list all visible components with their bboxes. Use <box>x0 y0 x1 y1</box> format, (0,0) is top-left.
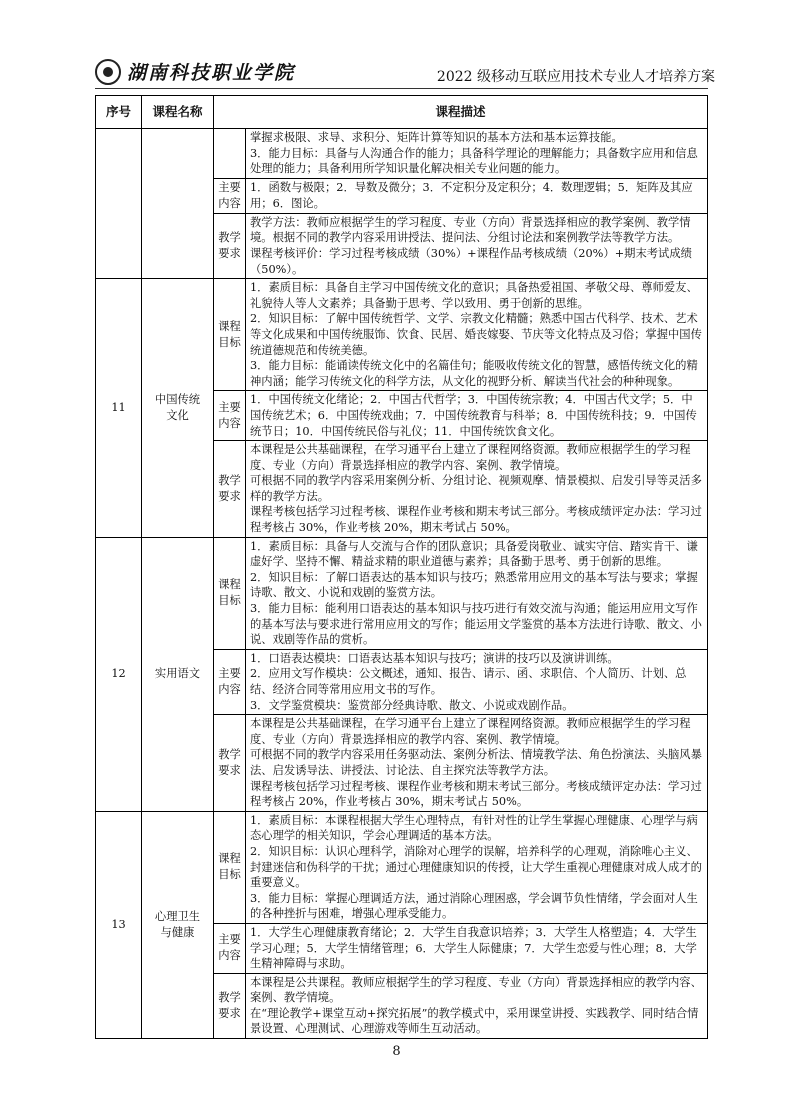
row-type-cell <box>214 537 246 649</box>
row-type-cell <box>214 715 246 812</box>
course-name <box>142 811 214 1038</box>
desc-line: 课程考核评价：学习过程考核成绩（30%）+课程作品考核成绩（20%）+期末考试成绩（50%）。 <box>250 246 692 276</box>
desc-line: 本课程是公共基础课程，在学习通平台上建立了课程网络资源。教师应根据学生的学习程度、专业（方向）背景选择相应的教学内容、案例、教学情境。 <box>250 443 691 472</box>
desc-line: 1．大学生心理健康教育绪论；2．大学生自我意识培养；3．大学生人格塑造；4．大学生学习心理；5．大学生情绪管理；6．大学生人际健康；7．大学生恋爱与性心理；8．大学生精神障碍与求助。 <box>250 925 697 971</box>
course-target-desc <box>246 129 708 179</box>
desc-line: 3．文学鉴赏模块：鉴赏部分经典诗歌、散文、小说或戏剧作品。 <box>250 698 574 712</box>
course-teaching-desc <box>246 973 708 1038</box>
course-teaching-desc <box>246 441 708 538</box>
row-type-cell <box>214 923 246 973</box>
row-name-cell <box>142 129 214 279</box>
type-label: 课程目标 <box>218 852 241 882</box>
course-content-desc <box>246 923 708 973</box>
type-label: 课程目标 <box>218 578 241 608</box>
type-label: 课程目标 <box>218 319 241 349</box>
desc-line: 2．知识目标：认识心理科学，消除对心理学的误解，培养科学的心理观，消除唯心主义、封建迷信和伪科学的干扰；通过心理健康知识的传授，让大学生重视心理健康对成人成才的重要意义。 <box>250 844 702 890</box>
course-name <box>142 279 214 538</box>
page-number: 8 <box>392 1044 401 1059</box>
course-name <box>142 537 214 811</box>
desc-line: 可根据不同的教学内容采用案例分析、分组讨论、视频观摩、情景模拟、启发引导等灵活多样的教学方法。 <box>250 474 702 503</box>
row-type-cell <box>214 811 246 923</box>
desc-line: 本课程是公共基础课程，在学习通平台上建立了课程网络资源。教师应根据学生的学习程度、专业（方向）背景选择相应的教学内容、案例、教学情境。 <box>250 717 691 746</box>
course-name-text: 实用语文 <box>154 667 201 681</box>
school-logo <box>95 58 295 85</box>
header-index: 序号 <box>96 96 142 129</box>
row-type-cell <box>214 279 246 391</box>
type-label: 主要内容 <box>218 400 241 430</box>
course-content-desc <box>246 178 708 213</box>
table-row <box>96 811 708 923</box>
type-label: 主要内容 <box>218 667 241 696</box>
desc-line: 可根据不同的教学内容采用任务驱动法、案例分析法、情境教学法、角色扮演法、头脑风暴法、启发诱导法、讲授法、讨论法、自主探究法等教学方法。 <box>250 748 702 777</box>
desc-line: 1．素质目标：具备与人交流与合作的团队意识；具备爱岗敬业、诚实守信、踏实肯干、谦虚好学、坚持不懈、精益求精的职业道德与素养；具备勤于思考、勇于创新的思维。 <box>250 539 698 569</box>
row-index-cell <box>96 129 142 279</box>
header-course-name: 课程名称 <box>142 96 214 129</box>
course-index: 11 <box>96 279 142 538</box>
table-row <box>96 537 708 649</box>
course-table <box>95 95 708 1039</box>
course-teaching-desc <box>246 213 708 278</box>
row-type-cell <box>214 213 246 278</box>
type-label: 教学要求 <box>218 230 241 260</box>
row-type-cell <box>214 973 246 1038</box>
school-name: 湖南科技职业学院 <box>127 62 296 84</box>
type-label: 教学要求 <box>218 990 241 1020</box>
type-label: 教学要求 <box>218 473 241 503</box>
desc-line: 1．素质目标：具备自主学习中国传统文化的意识；具备热爱祖国、孝敬父母、尊师爱友、礼貌待人等人文素养；具备勤于思考、学以致用、勇于创新的思维。 <box>250 281 698 310</box>
desc-line: 1．中国传统文化绪论；2．中国古代哲学；3．中国传统宗教；4．中国古代文学；5．中国传统艺术；6．中国传统戏曲；7．中国传统教育与科举；8．中国传统科技；9．中国传统节日；10．中国传统民俗与礼仪；11．中国传统饮食文化。 <box>250 393 697 438</box>
row-type-cell <box>214 441 246 538</box>
type-label: 主要内容 <box>218 180 241 210</box>
course-target-desc <box>246 811 708 923</box>
row-type-cell <box>214 129 246 179</box>
desc-line: 3．能力目标：具备与人沟通合作的能力；具备科学理论的理解能力；具备数字应用和信息处理的能力；具备利用所学知识量化解决相关专业问题的能力。 <box>250 146 698 176</box>
course-index: 12 <box>96 537 142 811</box>
desc-line: 教学方法：教师应根据学生的学习程度、专业（方向）背景选择相应的教学案例、教学情境。根据不同的教学内容采用讲授法、提问法、分组讨论法和案例教学法等教学方法。 <box>250 215 691 245</box>
table-row <box>96 279 708 391</box>
desc-line: 2．应用文写作模块：公文概述，通知、报告、请示、函、求职信、个人简历、计划、总结、经济合同等常用应用文书的写作。 <box>250 667 687 696</box>
desc-line: 1．素质目标：本课程根据大学生心理特点，有针对性的让学生掌握心理健康、心理学与病态心理学的相关知识，学会心理调适的基本方法。 <box>250 813 698 843</box>
desc-line: 2．知识目标：了解口语表达的基本知识与技巧；熟悉常用应用文的基本写法与要求；掌握诗歌、散文、小说和戏剧的鉴赏方法。 <box>250 570 698 600</box>
row-type-cell <box>214 178 246 213</box>
course-index: 13 <box>96 811 142 1038</box>
type-label: 教学要求 <box>218 747 241 777</box>
page-header <box>95 58 715 88</box>
desc-line: 3．能力目标：能诵读传统文化中的名篇佳句；能吸收传统文化的智慧，感悟传统文化的精神内涵；能学习传统文化的科学方法，从文化的视野分析、解读当代社会的种种现象。 <box>250 359 698 388</box>
desc-line: 3．能力目标：掌握心理调适方法，通过消除心理困惑，学会调节负性情绪，学会面对人生的各种挫折与困难，增强心理承受能力。 <box>250 891 698 921</box>
header-rule <box>95 88 708 89</box>
desc-line: 掌握求极限、求导、求积分、矩阵计算等知识的基本方法和基本运算技能。 <box>250 131 623 144</box>
course-target-desc <box>246 279 708 391</box>
course-content-desc <box>246 391 708 441</box>
desc-line: 2．知识目标：了解中国传统哲学、文学、宗教文化精髓；熟悉中国古代科学、技术、艺术等文化成果和中国传统服饰、饮食、民居、婚丧嫁娶、节庆等文化特点及习俗；掌握中国传统道德规范和传统美德。 <box>250 312 702 357</box>
desc-line: 课程考核包括学习过程考核、课程作业考核和期末考试三部分。考核成绩评定办法：学习过程考核占 20%，作业考核占 30%，期末考试占 50%。 <box>250 779 702 809</box>
row-type-cell <box>214 649 246 714</box>
school-seal-icon <box>95 59 121 85</box>
course-name-text: 心理卫生与健康 <box>154 909 201 939</box>
course-teaching-desc <box>246 715 708 812</box>
desc-line: 1．口语表达模块：口语表达基本知识与技巧；演讲的技巧以及演讲训练。 <box>250 651 619 665</box>
table-header-row <box>96 96 708 129</box>
header-course-description: 课程描述 <box>214 96 708 129</box>
type-label: 主要内容 <box>218 933 241 963</box>
course-name-text: 中国传统文化 <box>154 392 201 422</box>
desc-line: 课程考核包括学习过程考核、课程作业考核和期末考试三部分。考核成绩评定办法：学习过程考核占 30%，作业考核 20%，期末考试占 50%。 <box>250 505 702 535</box>
table-row <box>96 129 708 179</box>
desc-line: 3．能力目标：能利用口语表达的基本知识与技巧进行有效交流与沟通；能运用应用文写作的基本写法与要求进行常用应用文的写作；能运用文学鉴赏的基本方法进行诗歌、散文、小说、戏剧等作品的赏析。 <box>250 602 702 647</box>
row-type-cell <box>214 391 246 441</box>
course-content-desc <box>246 649 708 714</box>
desc-line: 在“理论教学+课堂互动+探究拓展”的教学模式中，采用课堂讲授、实践教学、同时结合情景设置、心理测试、心理游戏等师生互动活动。 <box>250 1006 699 1036</box>
desc-line: 1．函数与极限；2．导数及微分；3．不定积分及定积分；4．数理逻辑；5．矩阵及其应用；6．图论。 <box>250 181 693 210</box>
desc-line: 本课程是公共课程。教师应根据学生的学习程度、专业（方向）背景选择相应的教学内容、案例、教学情境。 <box>250 975 702 1005</box>
document-title: 2022 级移动互联应用技术专业人才培养方案 <box>436 69 715 85</box>
course-target-desc <box>246 537 708 649</box>
